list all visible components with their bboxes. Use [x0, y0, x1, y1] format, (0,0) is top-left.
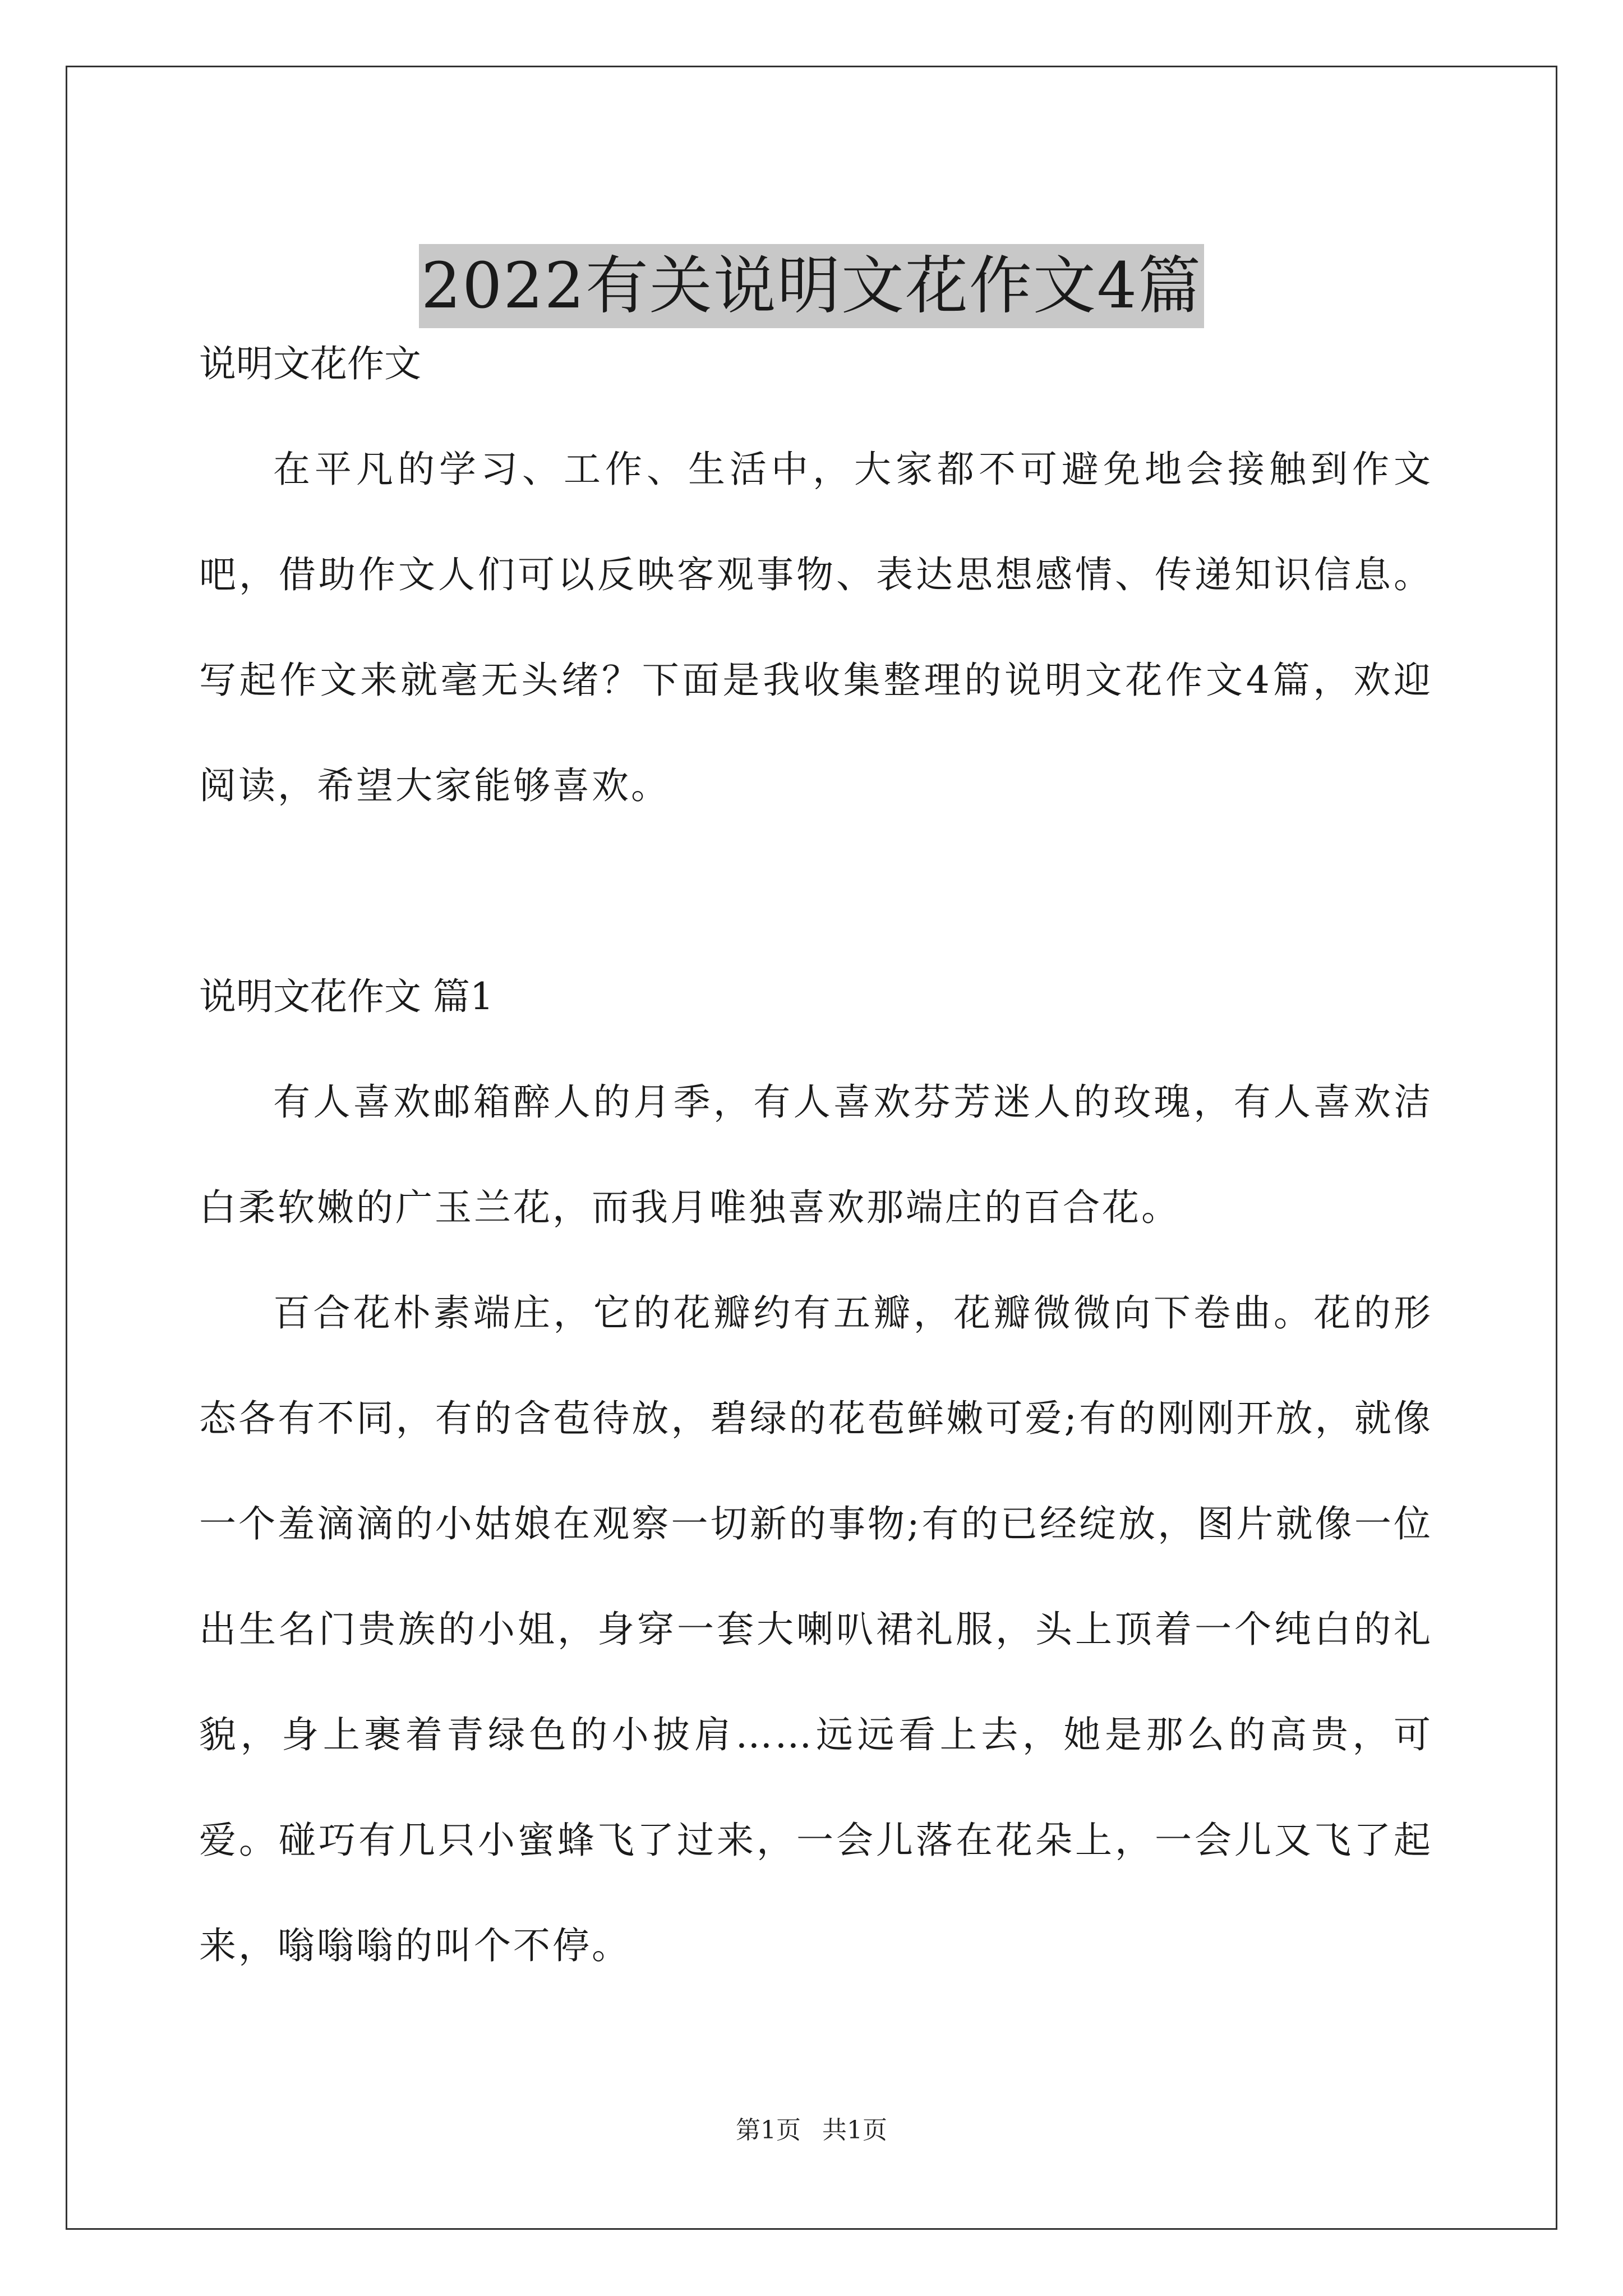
section1-heading: 说明文花作文 篇1: [199, 975, 494, 1018]
document-title: 2022有关说明文花作文4篇: [419, 244, 1204, 328]
section1-paragraph-1: 有人喜欢邮箱醉人的月季，有人喜欢芬芳迷人的玫瑰，有人喜欢洁白柔软嫩的广玉兰花，而我月唯独喜欢那端庄的百合花。: [199, 1080, 1433, 1229]
section-spacer: [199, 839, 1433, 944]
page-number: 第1页: [736, 2116, 801, 2145]
page-total: 共1页: [822, 2116, 887, 2145]
intro-paragraph: 在平凡的学习、工作、生活中，大家都不可避免地会接触到作文吧，借助作文人们可以反映客观事物、表达思想感情、传递知识信息。写起作文来就毫无头绪？下面是我收集整理的说明文花作文4篇，欢迎阅读，希望大家能够喜欢。: [199, 448, 1433, 807]
document-body: [199, 311, 1433, 1999]
page-footer: [0, 2114, 1623, 2147]
section1-paragraph-2: 百合花朴素端庄，它的花瓣约有五瓣，花瓣微微向下卷曲。花的形态各有不同，有的含苞待放，碧绿的花苞鲜嫩可爱;有的刚刚开放，就像一个羞滴滴的小姑娘在观察一切新的事物;有的已经绽放，图片就像一位出生名门贵族的小姐，身穿一套大喇叭裙礼服，头上顶着一个纯白的礼貌，身上裹着青绿色的小披肩……远远看上去，她是那么的高贵，可爱。碰巧有几只小蜜蜂飞了过来，一会儿落在花朵上，一会儿又飞了起来，嗡嗡嗡的叫个不停。: [199, 1291, 1433, 1967]
intro-heading: 说明文花作文: [199, 342, 421, 385]
